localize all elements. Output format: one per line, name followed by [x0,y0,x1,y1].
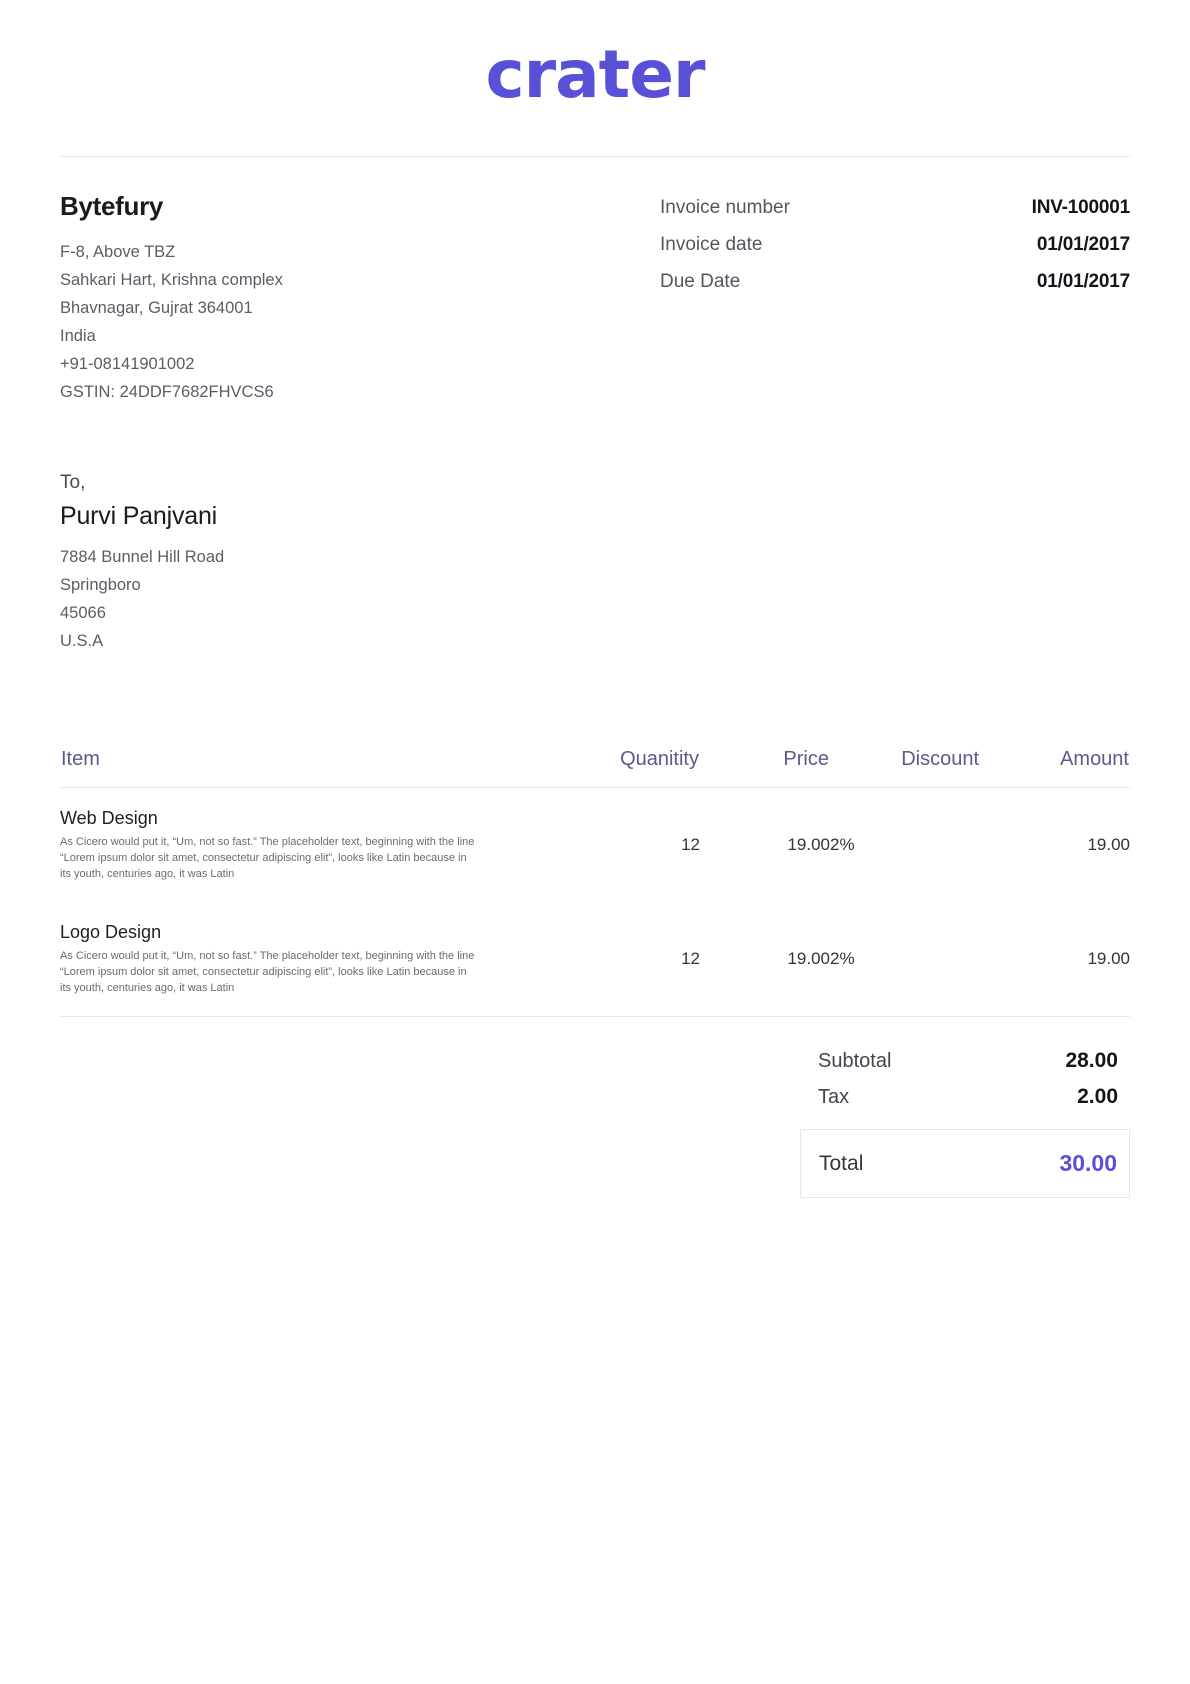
invoice-number-row [660,197,1130,219]
column-header-discount: Discount [830,747,980,788]
company-phone: +91-08141901002 [60,355,195,373]
invoice-date-label: Invoice date [660,234,763,255]
line-item-discount: 2% [830,835,855,854]
table-row [60,788,1130,903]
line-item-name: Logo Design [60,922,162,942]
column-header-price: Price [700,747,830,788]
brand-logo [0,0,1190,118]
customer-address-line: 7884 Bunnel Hill Road [60,548,225,566]
company-address-line: Bhavnagar, Gujrat 364001 [60,299,253,317]
column-header-amount: Amount [980,747,1130,788]
total-value: 30.00 [1059,1150,1117,1176]
crater-logo-text: crater [485,36,705,113]
invoice-number-label: Invoice number [660,197,790,218]
customer-address [60,543,1130,655]
company-block [60,191,283,406]
line-item-discount: 2% [830,902,980,1017]
bill-to-label: To, [60,472,86,493]
line-item-quantity: 12 [681,835,700,854]
customer-address-line: 45066 [60,604,106,622]
company-address [60,238,283,406]
subtotal-label: Subtotal [818,1050,892,1072]
invoice-date-row [660,234,1130,256]
tax-row [800,1079,1130,1115]
line-item-description: As Cicero would put it, “Um, not so fast.” The placeholder text, beginning with the line “Lorem ipsum dolor sit amet, consectetur adipiscing elit”, looks like Latin because in its youth, centuries ago, it was Latin [60,836,475,880]
company-address-line: Sahkari Hart, Krishna complex [60,271,283,289]
table-row [60,902,1130,1017]
column-header-item: Item [60,747,580,788]
due-date-value: 01/01/2017 [1036,271,1130,292]
bill-to-block [0,406,1190,655]
tax-label: Tax [818,1086,850,1108]
line-item-price: 19.00 [700,902,830,1017]
invoice-header [0,157,1190,406]
line-item-amount: 19.00 [980,902,1130,1017]
due-date-row [660,271,1130,293]
company-gstin: GSTIN: 24DDF7682FHVCS6 [60,383,274,401]
line-item-name: Web Design [60,808,158,828]
tax-value: 2.00 [1077,1085,1118,1108]
table-header-row [60,747,1130,788]
totals-inner [800,1043,1130,1198]
line-item-cell [60,788,580,903]
total-row [800,1129,1130,1198]
line-item-description: As Cicero would put it, “Um, not so fast.” The placeholder text, beginning with the line “Lorem ipsum dolor sit amet, consectetur adipiscing elit”, looks like Latin because in its youth, centuries ago, it was Latin [60,950,475,994]
due-date-label: Due Date [660,271,741,292]
customer-address-line: Springboro [60,576,141,594]
line-item-quantity: 12 [580,902,700,1017]
line-items-body [60,788,1130,1017]
company-address-line: F-8, Above TBZ [60,243,176,261]
invoice-meta [660,191,1130,406]
line-item-cell [60,902,580,1017]
company-name: Bytefury [60,191,164,221]
company-address-line: India [60,327,96,345]
line-items-table [60,747,1130,1017]
customer-name: Purvi Panjvani [60,502,218,530]
subtotal-value: 28.00 [1065,1049,1118,1072]
line-item-price: 19.00 [787,835,830,854]
invoice-number-value: INV-100001 [1031,197,1130,218]
column-header-quantity: Quanitity [580,747,700,788]
line-item-amount: 19.00 [1087,835,1130,854]
invoice-date-value: 01/01/2017 [1036,234,1130,255]
total-label: Total [819,1151,864,1175]
subtotal-row [800,1043,1130,1079]
totals-section [0,1043,1130,1198]
customer-address-line: U.S.A [60,632,104,650]
line-items-header [60,747,1130,788]
